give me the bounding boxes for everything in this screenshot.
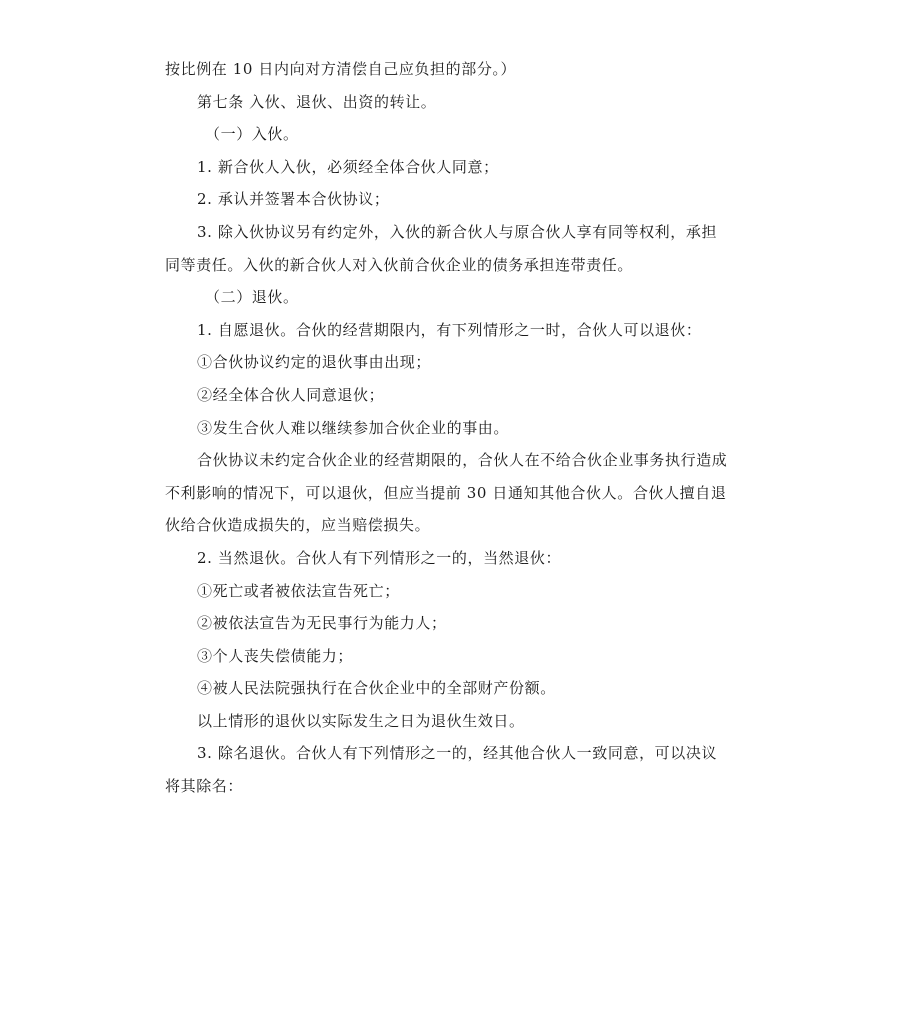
withdraw-paragraph-continued-1: 不利影响的情况下，可以退伙，但应当提前 30 日通知其他合伙人。合伙人擅自退 <box>165 483 727 502</box>
withdraw-item-2: 2. 当然退伙。合伙人有下列情形之一的，当然退伙： <box>197 548 562 567</box>
withdraw-item-2-a: ①死亡或者被依法宣告死亡； <box>197 581 400 600</box>
join-item-3: 3. 除入伙协议另有约定外，入伙的新合伙人与原合伙人享有同等权利，承担 <box>197 222 718 241</box>
withdraw-item-3: 3. 除名退伙。合伙人有下列情形之一的，经其他合伙人一致同意，可以决议 <box>197 744 718 763</box>
withdraw-item-2-b: ②被依法宣告为无民事行为能力人； <box>197 614 447 633</box>
withdraw-item-1: 1. 自愿退伙。合伙的经营期限内，有下列情形之一时，合伙人可以退伙： <box>197 320 702 339</box>
withdraw-item-1-a: ①合伙协议约定的退伙事由出现； <box>197 353 432 372</box>
withdraw-paragraph: 合伙协议未约定合伙企业的经营期限的，合伙人在不给合伙企业事务执行造成 <box>197 451 728 470</box>
join-item-3-continued: 同等责任。入伙的新合伙人对入伙前合伙企业的债务承担连带责任。 <box>165 255 634 274</box>
paragraph-continuation: 按比例在 10 日内向对方清偿自己应负担的部分。） <box>165 60 517 78</box>
section-withdraw-heading: （二）退伙。 <box>205 288 299 307</box>
withdraw-item-1-c: ③发生合伙人难以继续参加合伙企业的事由。 <box>197 418 510 437</box>
withdraw-item-2-d: ④被人民法院强执行在合伙企业中的全部财产份额。 <box>197 679 556 698</box>
join-item-1: 1. 新合伙人入伙，必须经全体合伙人同意； <box>197 157 499 176</box>
document-body <box>165 53 757 803</box>
join-item-2: 2. 承认并签署本合伙协议； <box>197 190 390 209</box>
withdraw-effective-date: 以上情形的退伙以实际发生之日为退伙生效日。 <box>197 711 525 730</box>
withdraw-item-3-continued: 将其除名： <box>165 777 244 796</box>
article-seven-heading: 第七条 入伙、退伙、出资的转让。 <box>197 92 437 111</box>
withdraw-item-2-c: ③个人丧失偿债能力； <box>197 646 354 665</box>
withdraw-paragraph-continued-2: 伙给合伙造成损失的，应当赔偿损失。 <box>165 516 431 535</box>
withdraw-item-1-b: ②经全体合伙人同意退伙； <box>197 385 385 404</box>
section-join-heading: （一）入伙。 <box>205 125 299 144</box>
